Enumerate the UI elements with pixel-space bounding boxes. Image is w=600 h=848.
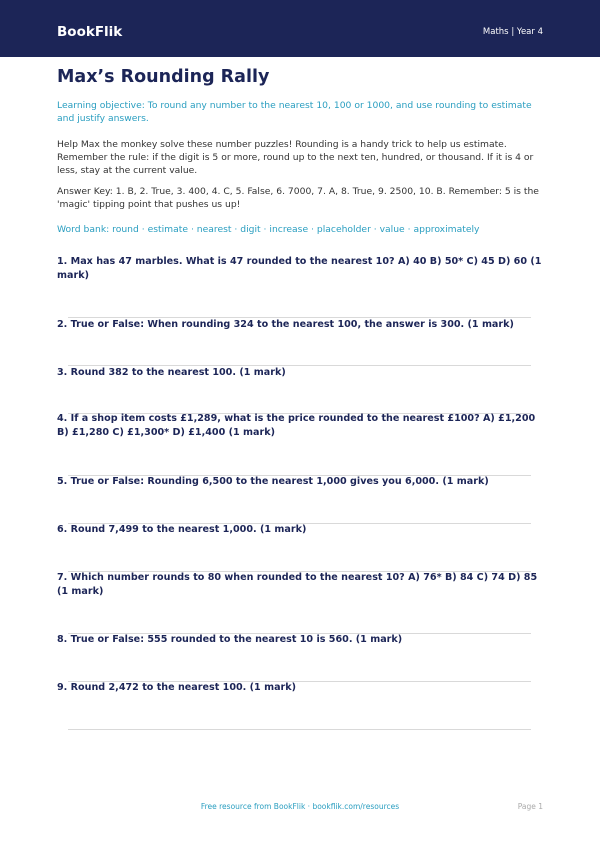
question-5: 5. True or False: Rounding 6,500 to the nearest 1,000 gives you 6,000. (1 mark) [57, 476, 489, 487]
question-8: 8. True or False: 555 rounded to the nearest 10 is 560. (1 mark) [57, 634, 403, 645]
intro-text: Help Max the monkey solve these number puzzles! Rounding is a handy trick to help us estimate. Remember the rule: if the digit is 5 or more, round up to the next ten, hundred, or thousand. If it is 4 or less, stay at the current value. [57, 139, 534, 176]
question-6: 6. Round 7,499 to the nearest 1,000. (1 mark) [57, 524, 307, 535]
question-7: 7. Which number rounds to 80 when rounded to the nearest 10? A) 76* B) 84 C) 74 D) 85 (1 mark) [57, 572, 538, 597]
answer-key: Answer Key: 1. B, 2. True, 3. 400, 4. C, 5. False, 6. 7000, 7. A, 8. True, 9. 2500, 10. B. Remember: 5 is the 'magic' tipping point that pushes us up! [57, 186, 539, 210]
learning-objective: Learning objective: To round any number to the nearest 10, 100 or 1000, and use rounding to estimate and justify answers. [57, 100, 532, 124]
page-number: Page 1 [517, 802, 543, 811]
question-1: 1. Max has 47 marbles. What is 47 rounded to the nearest 10? A) 40 B) 50* C) 45 D) 60 (1 mark) [57, 256, 542, 281]
question-2: 2. True or False: When rounding 324 to the nearest 100, the answer is 300. (1 mark) [57, 319, 514, 330]
subject-label: Maths | Year 4 [482, 27, 543, 37]
question-4: 4. If a shop item costs £1,289, what is the price rounded to the nearest £100? A) £1,200 B) £1,280 C) £1,300* D) £1,400 (1 mark) [57, 413, 536, 438]
question-3: 3. Round 382 to the nearest 100. (1 mark) [57, 367, 286, 378]
header-bar [0, 0, 600, 57]
brand-logo[interactable]: BookFlik [57, 24, 123, 40]
question-9: 9. Round 2,472 to the nearest 100. (1 mark) [57, 682, 297, 693]
answer-line-9 [68, 729, 531, 730]
page-title: Max’s Rounding Rally [57, 67, 270, 87]
word-bank: Word bank: round · estimate · nearest · digit · increase · placeholder · value · approximately [57, 224, 480, 235]
footer-resource-link[interactable]: Free resource from BookFlik · bookflik.com/resources [200, 802, 400, 811]
